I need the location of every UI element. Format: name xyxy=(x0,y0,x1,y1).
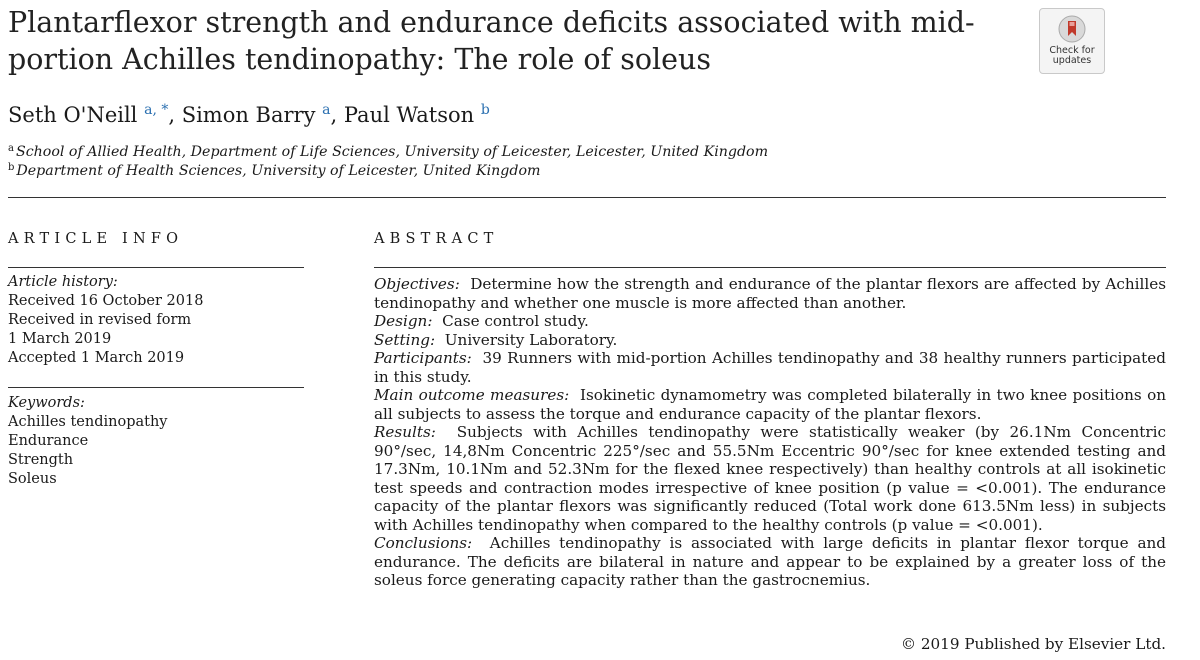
history-entry: Received 16 October 2018 xyxy=(8,293,204,309)
section-label: Main outcome measures: xyxy=(374,386,570,404)
section-label: Participants: xyxy=(374,349,472,367)
article-info-divider xyxy=(8,267,304,268)
abstract-body xyxy=(374,275,1166,590)
abstract-setting xyxy=(374,331,1166,350)
affiliation-a: $^a$ School of Allied Health, Department of Life Sciences, University of Leicester, Leicester, United Kingdom xyxy=(8,143,769,160)
header-divider xyxy=(8,197,1166,198)
copyright-notice: © 2019 Published by Elsevier Ltd. xyxy=(900,635,1166,653)
affiliation-b: $^b$ Department of Health Sciences, University of Leicester, United Kingdom xyxy=(8,162,541,179)
section-label: Results: xyxy=(374,423,436,441)
author-name: Simon Barry xyxy=(181,103,316,127)
keywords-label: Keywords: xyxy=(8,395,85,411)
abstract-objectives xyxy=(374,275,1166,312)
section-text: Subjects with Achilles tendinopathy were statistically weaker (by 26.1Nm Concentric 90°/sec, 14,8Nm Concentric 225°/sec and 55.5Nm Eccentric 90°/sec for knee extended testing and 17.3Nm, 10.1Nm and 52.3Nm for the flexed knee respectively) than healthy controls at all isokinetic test speeds and contraction modes irrespective of knee position (p value = <0.001). The endurance capacity of the plantar flexors was significantly reduced (Total work done 613.5Nm less) in subjects with Achilles tendinopathy when compared to the healthy controls (p value = <0.001). xyxy=(374,423,1166,534)
section-text: 39 Runners with mid-portion Achilles tendinopathy and 38 healthy runners participated in this study. xyxy=(374,349,1166,386)
author-name: Paul Watson xyxy=(343,103,475,127)
abstract-participants xyxy=(374,349,1166,386)
section-text: Achilles tendinopathy is associated with large deficits in plantar flexor torque and endurance. The deficits are bilateral in nature and appear to be explained by a greater loss of the soleus force generating capacity rather than the gastrocnemius. xyxy=(374,534,1167,589)
badge-label: Check for updates xyxy=(1049,45,1095,66)
section-text: Determine how the strength and endurance of the plantar flexors are affected by Achilles tendinopathy and whether one muscle is more affected than another. xyxy=(374,275,1166,312)
abstract-results xyxy=(374,423,1166,534)
article-info-heading: ARTICLE INFO xyxy=(8,231,184,247)
keywords-divider xyxy=(8,387,304,388)
abstract-design xyxy=(374,312,1166,331)
section-text: Isokinetic dynamometry was completed bilaterally in two knee positions on all subjects to assess the torque and endurance capacity of the plantar flexors. xyxy=(374,386,1166,423)
abstract-divider xyxy=(374,267,1166,268)
keyword[interactable]: Soleus xyxy=(8,471,57,487)
history-entry: Received in revised form xyxy=(8,312,192,328)
section-label: Design: xyxy=(374,312,433,330)
author-affiliation-mark[interactable]: a xyxy=(322,102,331,118)
author-name: Seth O'Neill xyxy=(8,103,138,127)
history-entry: Accepted 1 March 2019 xyxy=(8,350,185,366)
keyword[interactable]: Endurance xyxy=(8,433,89,449)
paper-title: Plantarflexor strength and endurance deficits associated with mid-portion Achilles tendinopathy: The role of soleus xyxy=(8,6,975,76)
abstract-heading: ABSTRACT xyxy=(374,231,499,247)
abstract-conclusions xyxy=(374,534,1166,590)
bookmark-ribbon-icon xyxy=(1057,14,1087,44)
keyword[interactable]: Achilles tendinopathy xyxy=(8,414,168,430)
author-affiliation-mark[interactable]: b xyxy=(480,102,490,118)
keywords xyxy=(8,394,168,489)
abstract-main-outcome-measures xyxy=(374,386,1166,423)
check-for-updates-badge[interactable] xyxy=(1039,8,1105,74)
author-affiliation-mark[interactable]: a, * xyxy=(144,102,169,118)
section-label: Conclusions: xyxy=(374,534,473,552)
section-text: University Laboratory. xyxy=(444,330,618,349)
author-list: Seth O'Neill $^{a, *}$, Simon Barry $^a$, Paul Watson $^b$ xyxy=(8,102,490,127)
section-label: Objectives: xyxy=(374,275,460,293)
article-history xyxy=(8,273,203,368)
keyword[interactable]: Strength xyxy=(8,452,74,468)
history-entry: 1 March 2019 xyxy=(8,331,112,347)
article-history-label: Article history: xyxy=(8,274,118,290)
section-label: Setting: xyxy=(374,330,436,349)
section-text: Case control study. xyxy=(442,312,589,330)
